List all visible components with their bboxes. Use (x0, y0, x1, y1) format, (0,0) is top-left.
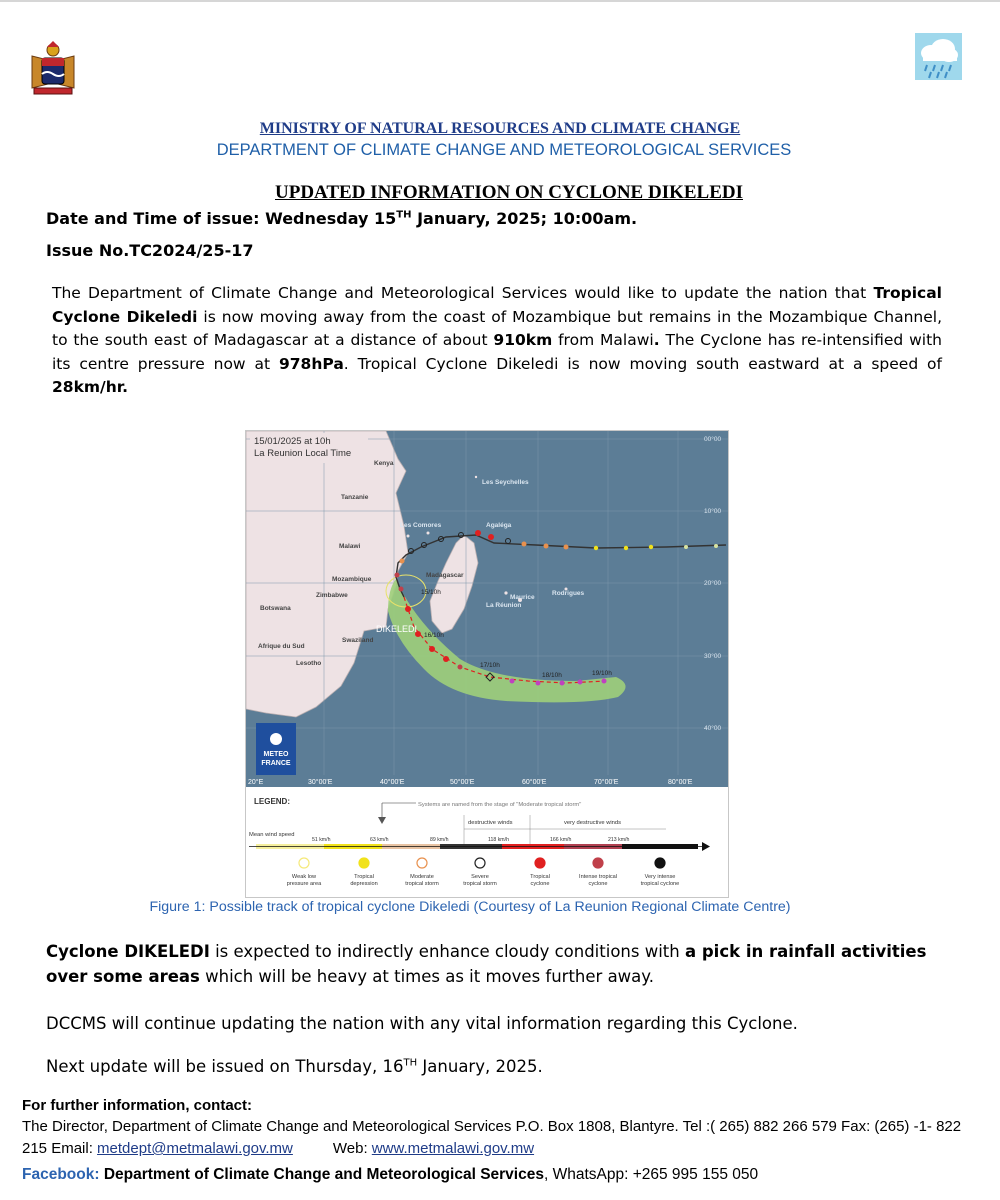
web-label: Web: (332, 1140, 372, 1157)
lon-label: 80°00'E (668, 779, 693, 786)
social-contact (22, 1166, 758, 1184)
next-update (46, 1057, 543, 1076)
meteo-logo-mark-icon (270, 733, 282, 745)
place-label: Maurice (510, 594, 535, 601)
legend-title: LEGEND: (254, 797, 290, 806)
lat-label: 00°00 (704, 436, 722, 443)
legend-category-label: tropical storm (463, 881, 497, 887)
legend-symbol (655, 858, 665, 868)
email-link[interactable]: metdept@metmalawi.gov.mw (97, 1140, 293, 1157)
track-time: 18/10h (542, 672, 562, 679)
legend-symbol (417, 858, 427, 868)
speed-label: 213 km/h (608, 837, 630, 843)
facebook-label: Facebook: (22, 1166, 100, 1183)
issue-date-suffix: January, 2025; 10:00am. (411, 209, 638, 228)
track-time: 19/10h (592, 670, 612, 677)
issue-date (46, 209, 637, 228)
storm-name: DIKELEDI (376, 624, 418, 634)
map-time: 15/01/2025 at 10h (254, 436, 331, 447)
intro-text-4: The Cyclone has re-intensified with its centre pressure now at (52, 331, 942, 373)
issue-date-sup: TH (396, 209, 412, 221)
intro-text-3: from Malawi (552, 331, 654, 349)
legend-symbol (299, 858, 309, 868)
legend-category-label: cyclone (530, 881, 550, 887)
legend-category-label: pressure area (286, 881, 322, 887)
place-label: Zimbabwe (316, 592, 348, 599)
intro-bold-pressure: 978hPa (278, 354, 344, 373)
rain-cloud-icon (915, 33, 962, 80)
outlook-bold-rainfall: a pick in rainfall activities over some areas (46, 942, 927, 986)
web-link[interactable]: www.metmalawi.gov.mw (371, 1140, 535, 1157)
place-label: Agaléga (486, 522, 512, 529)
issue-date-prefix: Date and Time of issue: Wednesday 15 (46, 209, 397, 228)
legend-category-label: Weak low (291, 874, 317, 880)
legend-category-label: cyclone (588, 881, 608, 887)
legend-category-label: tropical storm (405, 881, 439, 887)
legend-very-destructive: very destructive winds (564, 820, 622, 826)
legend-symbol (535, 858, 545, 868)
logo-line2: FRANCE (261, 760, 291, 767)
track-time: 17/10h (480, 662, 500, 669)
top-border (0, 0, 1000, 2)
outlook-text-1: is expected to indirectly enhance cloudy conditions with (209, 942, 685, 961)
place-label: Malawi (339, 543, 361, 550)
track-figure (245, 430, 729, 898)
place-label: Rodrigues (552, 590, 585, 597)
lon-label: 70°00'E (594, 779, 619, 786)
map-zone: La Reunion Local Time (254, 448, 352, 459)
legend-category-label: tropical cyclone (640, 881, 680, 887)
legend-category-label: Tropical (530, 874, 550, 880)
contact-heading: For further information, contact: (22, 1097, 252, 1114)
legend-symbol (475, 858, 485, 868)
lat-label: 40°00 (704, 725, 722, 732)
intro-text-1: The Department of Climate Change and Meteorological Services would like to update the nation that (52, 284, 874, 302)
track-map (246, 431, 728, 897)
lon-label: 60°00'E (522, 779, 547, 786)
department-heading: DEPARTMENT OF CLIMATE CHANGE AND METEOROLOGICAL SERVICES (216, 141, 792, 159)
intro-bold-speed: 28km/hr. (52, 378, 129, 396)
intro-bold-cyclone: Tropical Cyclone Dikeledi (52, 284, 942, 326)
intro-text-2: is now moving away from the coast of Mozambique but remains in the Mozambique Channel, to the south east of Madagascar at a distance of about (52, 307, 943, 349)
track-time: 15/10h (421, 589, 441, 596)
speed-label: 51 km/h (312, 837, 331, 843)
lon-label: 30°00'E (308, 779, 333, 786)
legend-category-label: depression (350, 881, 378, 887)
speed-label: 63 km/h (370, 837, 389, 843)
intro-text-5: . Tropical Cyclone Dikeledi is now moving south eastward at a speed of (343, 354, 942, 373)
place-label: Swaziland (342, 637, 374, 644)
intro-bold-period: . (653, 331, 660, 349)
track-time: 16/10h (424, 632, 444, 639)
speed-label: 166 km/h (550, 837, 572, 843)
lon-label: 50°00'E (450, 779, 475, 786)
outlook-bold-cyclone: Cyclone DIKELEDI (46, 942, 210, 961)
place-label: Kenya (374, 460, 394, 467)
legend-note: Systems are named from the stage of "Moderate tropical storm" (418, 802, 582, 808)
place-label: Tanzanie (341, 494, 369, 501)
place-label: Les Seychelles (482, 479, 529, 486)
coat-of-arms-icon (26, 40, 80, 96)
outlook-paragraph (46, 939, 946, 989)
figure-caption: Figure 1: Possible track of tropical cyclone Dikeledi (Courtesy of La Reunion Regional Climate Centre) (149, 899, 791, 915)
place-label: Afrique du Sud (258, 643, 305, 650)
legend-symbol (593, 858, 603, 868)
whatsapp-number: , WhatsApp: +265 995 155 050 (543, 1166, 759, 1183)
place-label: Mozambique (332, 576, 372, 583)
issue-number: Issue No.TC2024/25-17 (46, 241, 254, 260)
place-label: La Réunion (486, 602, 522, 609)
place-label: Lesotho (296, 660, 322, 667)
outlook-text-2: which will be heavy at times as it moves further away. (199, 967, 654, 986)
speed-label: 118 km/h (488, 837, 509, 843)
intro-paragraph (52, 282, 942, 400)
next-update-suffix: January, 2025. (417, 1057, 543, 1076)
bulletin-title: UPDATED INFORMATION ON CYCLONE DIKELEDI (275, 182, 743, 203)
intro-bold-distance: 910km (493, 331, 553, 349)
place-label: Botswana (260, 605, 291, 612)
ministry-heading: MINISTRY OF NATURAL RESOURCES AND CLIMATE CHANGE (259, 120, 741, 137)
legend-category-label: Very intense (644, 874, 676, 880)
logo-line1: METEO (263, 751, 289, 758)
lat-label: 10°00 (704, 508, 722, 515)
lon-label: 20°E (248, 779, 264, 786)
legend-category-label: Intense tropical (579, 874, 617, 880)
lat-label: 30°00 (704, 653, 722, 660)
legend-symbol (359, 858, 369, 868)
facebook-name[interactable]: Department of Climate Change and Meteorological Services (103, 1166, 544, 1183)
meteo-france-logo (256, 723, 296, 775)
place-label: Madagascar (426, 572, 464, 579)
place-label: Les Comores (400, 522, 442, 529)
next-update-sup: TH (403, 1057, 418, 1069)
lat-label: 20°00 (704, 580, 722, 587)
lon-label: 40°00'E (380, 779, 405, 786)
legend-category-label: Moderate (410, 874, 434, 880)
updates-paragraph: DCCMS will continue updating the nation with any vital information regarding this Cyclone. (46, 1014, 798, 1033)
legend-category-label: Tropical (354, 874, 374, 880)
legend-mean-wind: Mean wind speed (249, 832, 295, 838)
legend-destructive: destructive winds (468, 820, 513, 826)
next-update-prefix: Next update will be issued on Thursday, 16 (46, 1057, 404, 1076)
legend-category-label: Severe (471, 874, 489, 880)
contact-details (22, 1116, 962, 1160)
contact-address: The Director, Department of Climate Change and Meteorological Services P.O. Box 1808, Blantyre. Tel :( 265) 882 266 579 Fax: (265) -1- 822 215 Email: (22, 1118, 962, 1157)
speed-label: 89 km/h (430, 837, 449, 843)
